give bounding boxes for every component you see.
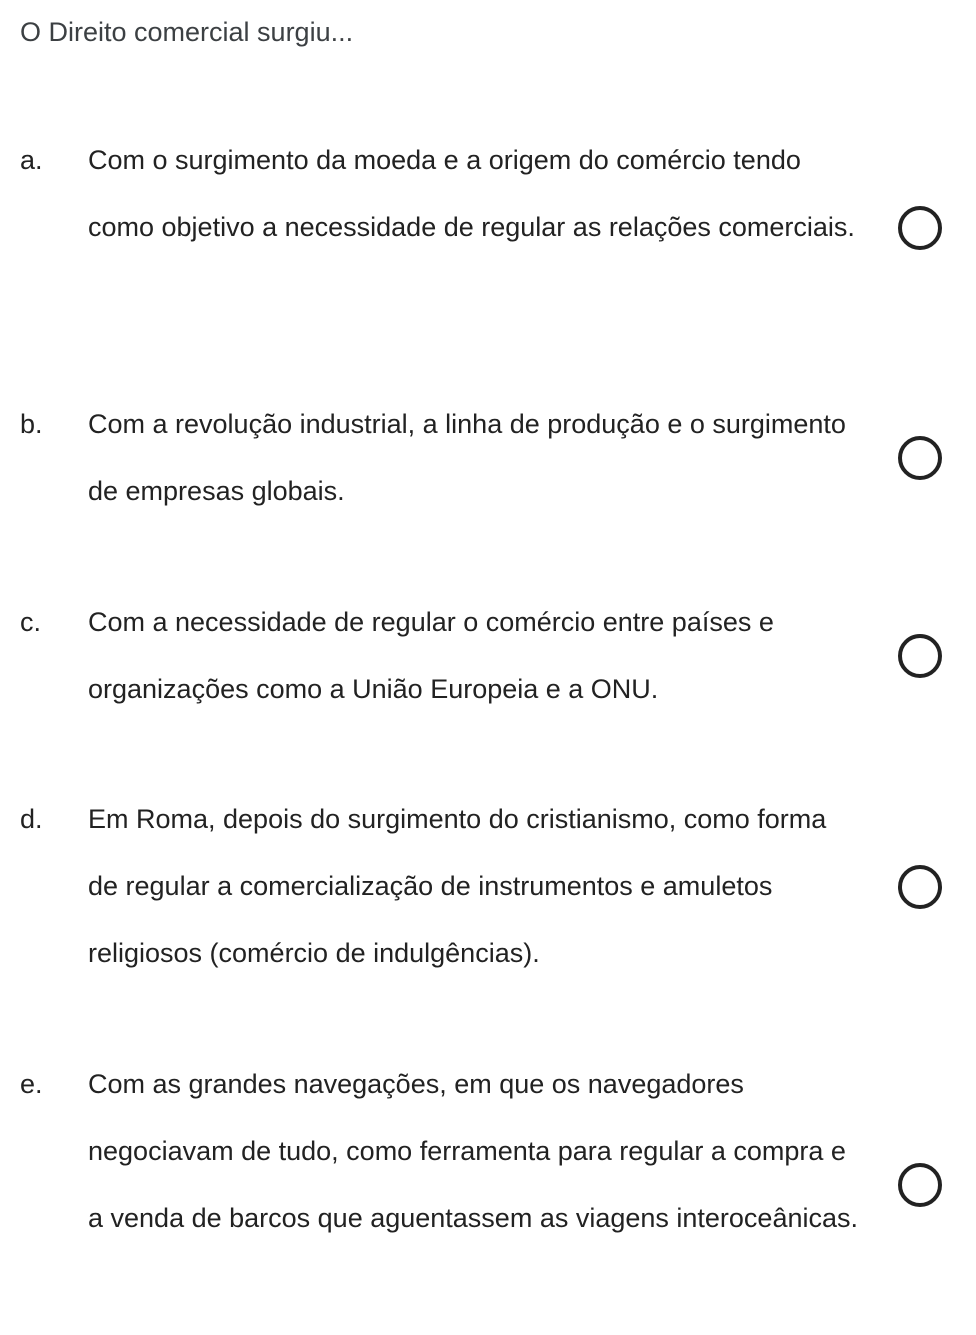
option-text: Em Roma, depois do surgimento do cristianismo, como forma de regular a comercialização de instrumentos e amuletos religiosos (comércio de indulgências).	[88, 804, 827, 968]
radio-unchecked-icon[interactable]	[898, 865, 942, 909]
radio-unchecked-icon[interactable]	[898, 634, 942, 678]
option-letter: a.	[20, 145, 43, 175]
option-e[interactable]	[0, 1051, 976, 1319]
option-text: Com o surgimento da moeda e a origem do comércio tendo como objetivo a necessidade de regular as relações comerciais.	[88, 145, 855, 242]
radio-unchecked-icon[interactable]	[898, 206, 942, 250]
radio-unchecked-icon[interactable]	[898, 436, 942, 480]
question-text: O Direito comercial surgiu...	[20, 17, 354, 47]
option-letter: e.	[20, 1069, 43, 1099]
option-c[interactable]	[0, 589, 976, 723]
option-text: Com a revolução industrial, a linha de produção e o surgimento de empresas globais.	[88, 409, 846, 506]
option-b[interactable]	[0, 391, 976, 525]
option-a[interactable]	[0, 127, 976, 328]
radio-unchecked-icon[interactable]	[898, 1163, 942, 1207]
option-letter: d.	[20, 804, 43, 834]
option-text: Com a necessidade de regular o comércio entre países e organizações como a União Europeia e a ONU.	[88, 607, 774, 704]
option-letter: c.	[20, 607, 42, 637]
option-text: Com as grandes navegações, em que os navegadores negociavam de tudo, como ferramenta para regular a compra e a venda de barcos que aguentassem as viagens interoceânicas.	[88, 1069, 859, 1233]
option-letter: b.	[20, 409, 43, 439]
option-d[interactable]	[0, 786, 976, 987]
